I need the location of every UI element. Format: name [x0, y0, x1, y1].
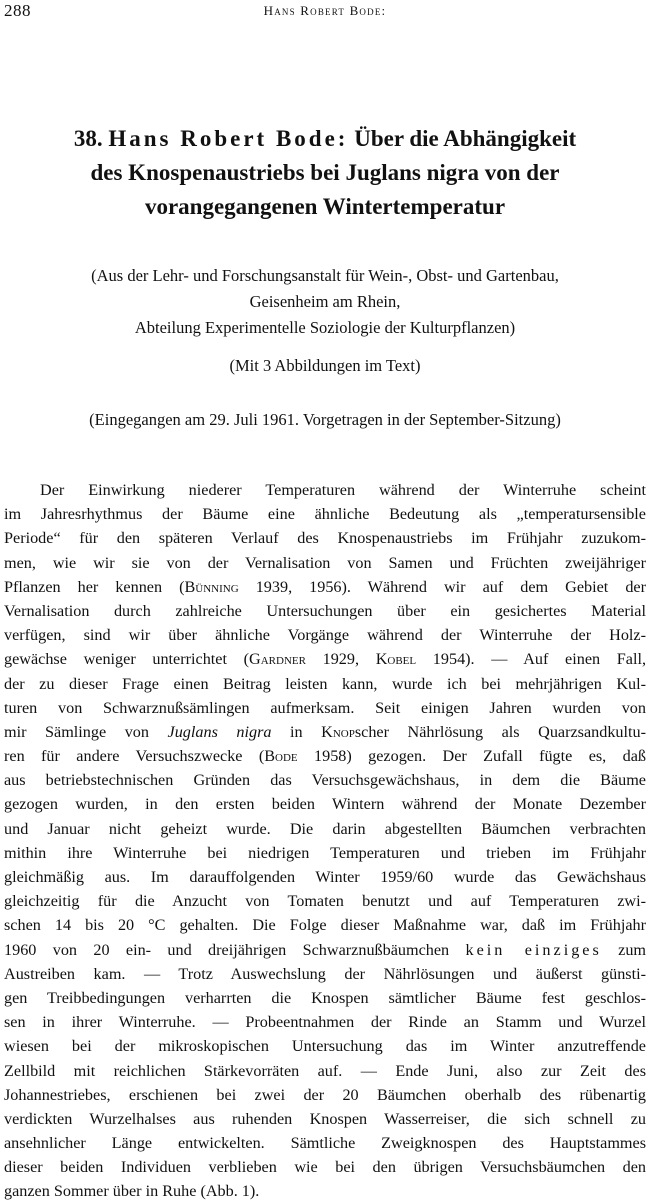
- title-number: 38.: [73, 126, 103, 151]
- text-line: gleichmäßig aus. Im darauffolgenden Winter 1959/60 wurde das Gewächshaus: [4, 868, 646, 886]
- article-title: [14, 122, 636, 224]
- text-line: [4, 744, 646, 768]
- text-line: verfügen, sind wir über ähnliche Vorgänge während der Winterruhe der Holz-: [4, 626, 646, 645]
- text-line: im Jahresrhythmus der Bäume eine ähnliche Bedeutung als „temperatursensible: [4, 505, 646, 524]
- text-line: mithin ihre Winterruhe bei niedrigen Temperaturen und trieben im Frühjahr: [4, 843, 646, 862]
- text-line: aus betriebstechnischen Gründen das Versuchsgewächshaus, in dem die Bäume: [4, 771, 646, 790]
- text-line: Periode“ für den späteren Verlauf des Knospenaustriebs im Frühjahr zuzukom-: [4, 529, 646, 548]
- author-citation: Bünning: [184, 577, 239, 596]
- title-line-1: [14, 122, 636, 156]
- text-segment: in: [271, 722, 322, 741]
- text-segment: ren für andere Versuchszwecke (: [4, 747, 265, 766]
- text-line: ganzen Sommer über in Ruhe (Abb. 1).: [4, 1182, 260, 1201]
- affiliation-line: (Aus der Lehr- und Forschungsanstalt für Wein-, Obst- und Gartenbau,: [91, 266, 559, 285]
- author-citation: Knop: [321, 722, 355, 741]
- title-line-2: des Knospenaustriebs bei Juglans nigra von der: [90, 160, 560, 185]
- text-line: schen 14 bis 20 °C gehalten. Die Folge dieser Maßnahme war, daß im Frühjahr: [4, 916, 646, 935]
- text-segment: 1929,: [305, 650, 376, 669]
- text-segment: Pflanzen her kennen (: [4, 577, 185, 596]
- text-line: gleichzeitig für die Anzucht von Tomaten benutzt und auf Temperaturen zwi-: [4, 892, 646, 911]
- author-citation: Gardner: [249, 650, 306, 669]
- text-line: gezogen wurden, in den ersten beiden Wintern während der Monate Dezember: [4, 795, 646, 814]
- text-segment: gewächse weniger unterrichtet (: [4, 650, 250, 669]
- text-line: und Januar nicht geheizt wurde. Die darin abgestellten Bäumchen verbrachten: [4, 819, 646, 838]
- text-line: [4, 647, 646, 671]
- spaced-emphasis: kein einziges: [465, 940, 602, 959]
- species-name: Juglans nigra: [167, 722, 272, 741]
- text-line: [4, 938, 646, 962]
- text-line: men, wie wir sie von der Vernalisation von Samen und Früchten zweijähriger: [4, 553, 646, 572]
- text-line: verdickten Wurzelhalses aus ruhenden Knospen Wasserreiser, die sich schnell zu: [4, 1109, 646, 1128]
- text-line: Vernalisation durch zahlreiche Untersuchungen über ein gesichertes Material: [4, 601, 646, 620]
- body-paragraph: [4, 478, 646, 1204]
- text-line: gen Treibbedingungen verharrten die Knospen sämtlicher Bäume fest geschlos-: [4, 988, 646, 1007]
- affiliation-line: Geisenheim am Rhein,: [249, 292, 401, 311]
- text-segment: 1939, 1956). Während wir auf dem Gebiet der: [238, 577, 646, 596]
- text-line: ansehnlicher Länge entwickelten. Sämtliche Zweigknospen des Hauptstammes: [4, 1134, 646, 1153]
- text-line: Der Einwirkung niederer Temperaturen während der Winterruhe scheint: [40, 481, 646, 499]
- text-segment: 1954). — Auf einen Fall,: [416, 650, 646, 669]
- text-line: [4, 575, 646, 599]
- title-line-3: vorangegangenen Wintertemperatur: [144, 194, 506, 219]
- text-line: [4, 720, 646, 744]
- author-citation: Kobel: [375, 650, 417, 669]
- text-line: Austreiben kam. — Trotz Auswechslung der Nährlösungen und äußerst günsti-: [4, 964, 646, 983]
- text-line: der zu dieser Frage einen Beitrag leisten kann, wurde ich bei mehrjährigen Kul-: [4, 674, 646, 693]
- running-head: [0, 0, 650, 24]
- title-author: Hans Robert Bode:: [108, 126, 349, 151]
- text-segment: zum: [601, 940, 647, 959]
- text-line: Johannestriebes, erschienen bei zwei der 20 Bäumchen oberhalb des rübenartig: [4, 1085, 646, 1104]
- text-line: wiesen bei der mikroskopischen Untersuchung das im Winter anzutreffende: [4, 1037, 646, 1056]
- text-line: turen von Schwarznußsämlingen aufmerksam. Seit einigen Jahren wurden von: [4, 698, 646, 717]
- text-segment: mir Sämlinge von: [4, 722, 168, 741]
- text-segment: scher Nährlösung als Quarzsandkultu-: [354, 722, 647, 741]
- running-title: Hans Robert Bode:: [263, 3, 387, 18]
- affiliation: [14, 263, 636, 341]
- affiliation-line: Abteilung Experimentelle Soziologie der Kulturpflanzen): [134, 318, 516, 337]
- text-line: sen in ihrer Winterruhe. — Probeentnahmen der Rinde an Stamm und Wurzel: [4, 1013, 646, 1032]
- text-line: Zellbild mit reichlichen Stärkevorräten auf. — Ende Juni, also zur Zeit des: [4, 1061, 646, 1080]
- author-citation: Bode: [264, 747, 298, 766]
- title-line-1-rest: Über die Abhängigkeit: [354, 126, 577, 151]
- received-note: (Eingegangen am 29. Juli 1961. Vorgetragen in der September-Sitzung): [89, 410, 561, 429]
- figures-note: (Mit 3 Abbildungen im Text): [229, 356, 421, 375]
- text-line: dieser beiden Individuen verblieben wie bei den übrigen Versuchsbäumchen den: [4, 1158, 646, 1177]
- text-segment: 1960 von 20 ein- und dreijährigen Schwarznußbäumchen: [4, 940, 466, 959]
- text-segment: 1958) gezogen. Der Zufall fügte es, daß: [297, 747, 646, 766]
- page-number: 288: [4, 1, 31, 20]
